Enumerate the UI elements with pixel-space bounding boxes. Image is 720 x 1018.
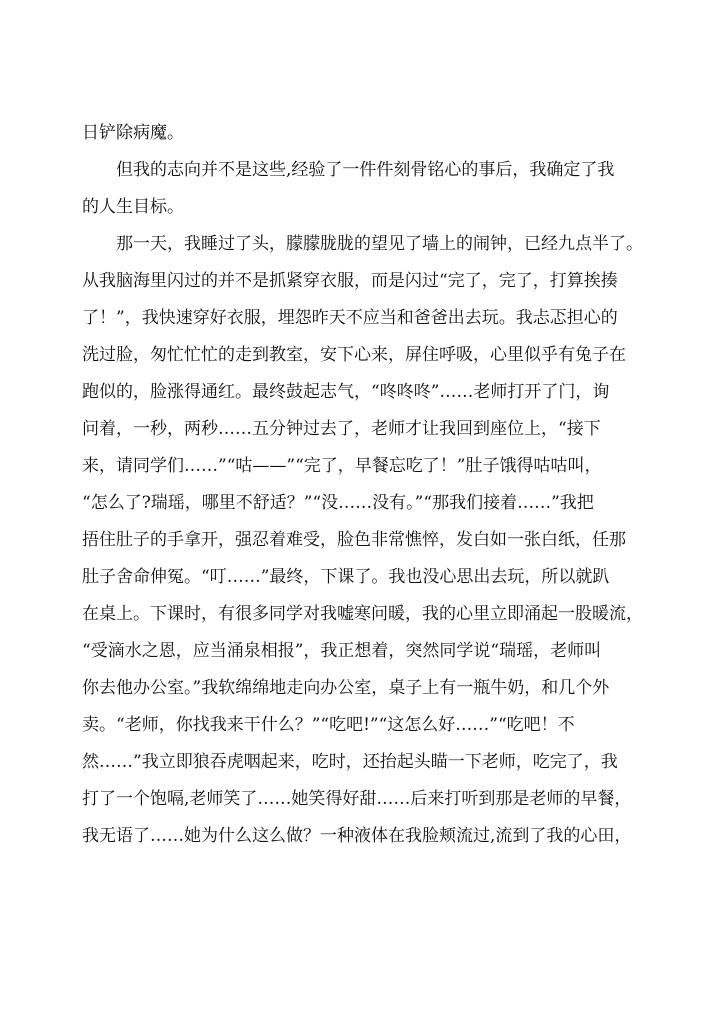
paragraph-start-line: 但我的志向并不是这些,经验了一件件刻骨铭心的事后，我确定了我 bbox=[116, 160, 615, 180]
text-line: 卖。“老师，你找我来干什么？”“吃吧!”“这怎么好……”“吃吧！不 bbox=[82, 715, 575, 735]
text-line: 从我脑海里闪过的并不是抓紧穿衣服，而是闪过“完了，完了，打算挨揍 bbox=[82, 271, 618, 291]
text-line: “怎么了?瑞瑶，哪里不舒适？”“没……没有。”“那我们接着……”我把 bbox=[82, 493, 594, 513]
paragraph-start-line: 那一天，我睡过了头，朦朦胧胧的望见了墙上的闹钟，已经九点半了。 bbox=[116, 234, 643, 254]
text-line: 我无语了……她为什么这么做？一种液体在我脸颊流过,流到了我的心田， bbox=[82, 826, 632, 846]
text-line: 你去他办公室。”我软绵绵地走向办公室，桌子上有一瓶牛奶，和几个外 bbox=[82, 678, 610, 698]
text-line: 打了一个饱嗝,老师笑了……她笑得好甜……后来打听到那是老师的早餐， bbox=[82, 789, 632, 809]
text-line: 了！”，我快速穿好衣服，埋怨昨天不应当和爸爸出去玩。我忐忑担心的 bbox=[82, 308, 618, 328]
text-line: 来，请同学们……”“咕——”“完了，早餐忘吃了！”肚子饿得咕咕叫， bbox=[82, 456, 602, 476]
text-line: “受滴水之恩，应当涌泉相报”，我正想着，突然同学说“瑞瑶，老师叫 bbox=[82, 641, 602, 661]
text-line: 洗过脸，匆忙忙忙的走到教室，安下心来，屏住呼吸，心里似乎有兔子在 bbox=[82, 345, 626, 365]
essay-body bbox=[82, 115, 642, 855]
text-line: 问着，一秒，两秒……五分钟过去了，老师才让我回到座位上，“接下 bbox=[82, 419, 601, 439]
text-line: 日铲除病魔。 bbox=[82, 123, 184, 143]
text-line: 在桌上。下课时，有很多同学对我嘘寒问暖，我的心里立即涌起一股暖流， bbox=[82, 604, 643, 624]
text-line: 捂住肚子的手拿开，强忍着难受，脸色非常憔悴，发白如一张白纸，任那 bbox=[82, 530, 626, 550]
text-line: 肚子舍命伸冤。“叮……”最终，下课了。我也没心思出去玩，所以就趴 bbox=[82, 567, 610, 587]
text-line: 的人生目标。 bbox=[82, 197, 184, 217]
text-line: 跑似的，脸涨得通红。最终鼓起志气，“咚咚咚”……老师打开了门，询 bbox=[82, 382, 610, 402]
text-line: 然……”我立即狼吞虎咽起来，吃时，还抬起头瞄一下老师，吃完了，我 bbox=[82, 752, 618, 772]
